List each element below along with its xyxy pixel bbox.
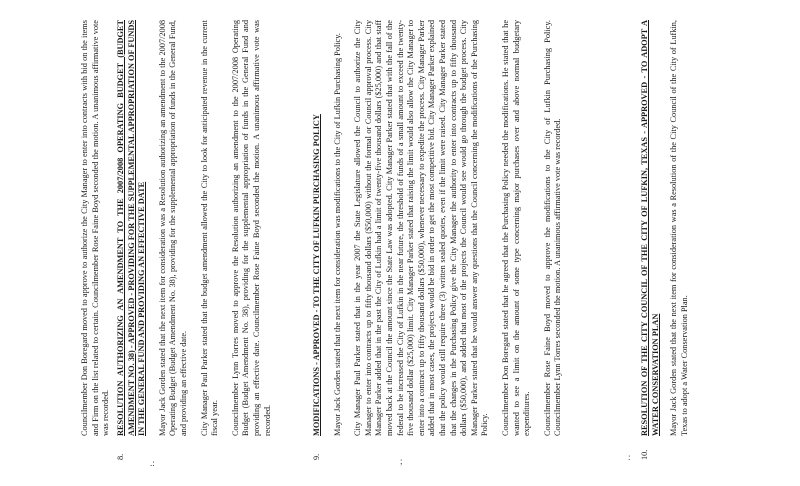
item-paragraph: Councilmember Rose Faine Boyd moved to approve the modifications to the City of Lufkin Purchasing Policy. Councilmember Lynn Torres seconded the motion. A unanimous affirmative vote was recorded.	[542, 20, 563, 436]
item-number: 10.	[640, 449, 649, 460]
item-number: 8.	[116, 453, 125, 460]
item-paragraph: City Manager Paul Parker stated that the budget amendment allowed the City to look for anticipated revenue in the current fiscal year.	[199, 20, 220, 436]
intro-paragraph: Councilmember Don Boregard moved to approve to authorize the City Manager to enter into contracts with bid on the items and Firm on the list related to certain. Councilmember Rose Faine Boyd seconded the motion. A unanimous affirmative vote was recorded.	[80, 20, 111, 436]
rotated-page-content	[80, 20, 696, 460]
item-paragraph: Councilmember Don Boregard stated that he agreed that the Purchasing Policy needed the modifications. He stated that he wanted to see a limit on the amount of some type concerning major purchases over and above normal budgetary expenditures.	[500, 20, 532, 436]
scan-mark: :	[628, 452, 631, 462]
item-paragraph: Mayor Jack Gorden stated that the next item for consideration was a Resolution of the City Council of the City of Lufkin, Texas to adopt a Water Conservation Plan.	[669, 20, 689, 436]
item-heading: MODIFICATIONS - APPROVED - TO THE CITY OF LUFKIN PURCHASING POLICY	[312, 114, 321, 436]
agenda-item-10	[640, 20, 690, 460]
scan-mark: .:	[150, 458, 155, 468]
item-paragraph: Mayor Jack Gorden stated that the next item for consideration was a Resolution authorizing an amendment to the 2007/2008 Operating Budget (Budget Amendment No. 38), providing for the supplemental appropriation of funds in the General Fund, and providing an effective date.	[157, 20, 188, 436]
item-paragraph: Mayor Jack Gorden stated that the next item for consideration was modifications to the City of Lufkin Purchasing Policy.	[332, 33, 342, 436]
item-paragraph: City Manager Paul Parker stated that in the year 2007 the State Legislature allowed the Council to authorize the City Manager to enter into contracts up to fifty thousand dollars ($50,000) without the formal or Council approval process. City Manager Parker added that in the past the City of Lufkin had a limit of twenty-five thousand dollars ($25,000) and that staff moved back at the Council the amount since the State Law was adopted. City Manager Parker stated that with the fall of the federal to be increased the City of Lufkin in the near future, the threshold of funds of a small amount to exceed the twenty-five thousand dollar ($25,000) limit. City Manager Parker stated that raising the limit would also allow the City Manager to enter into a contract up to fifty thousand dollars ($50,000), whenever necessary to expedite the process. City Manager Parker added that in most cases, the projects would be bid in order to get the most competitive bid. City Manager Parker explained that the policy would still require three (3) written sealed quotes, even if the limit were raised. City Manager Parker stated that the changes in the Purchasing Policy give the City Manager the authority to enter into contracts up to fifty thousand dollars ($50,000), and added that most of the projects the Council would see would go through the budget process. City Manager Parker stated that he would answer any questions that the Council concerning the modifications of the Purchasing Policy.	[353, 20, 490, 436]
scan-mark: ;	[400, 456, 403, 466]
item-number: 9.	[312, 453, 321, 460]
item-heading: RESOLUTION AUTHORIZING AN AMENDMENT TO THE 2007/2008 OPERATING BUDGET (BUDGET AMENDMENT NO. 38) - APPROVED - PROVIDING FOR THE SUPPLEMENTAL APPROPRIATION OF FUNDS IN THE GENERAL FUND AND PROVIDING AN EFFECTIVE DATE	[116, 19, 147, 436]
item-paragraph: Councilmember Lynn Torres moved to approve the Resolution authorizing an amendment to the 2007/2008 Operating Budget (Budget Amendment No. 38), providing for the supplemental appropriation of funds in the General Fund and providing an effective date. Councilmember Rose Faine Boyd seconded the motion. A unanimous affirmative vote was recorded.	[230, 20, 272, 436]
agenda-item-9	[312, 20, 564, 460]
intro-section	[80, 20, 112, 460]
item-heading: RESOLUTION OF THE CITY COUNCIL OF THE CITY OF LUFKIN, TEXAS - APPROVED - TO ADOPT A WATER CONSERVATION PLAN	[640, 20, 660, 436]
agenda-item-8	[116, 20, 273, 460]
